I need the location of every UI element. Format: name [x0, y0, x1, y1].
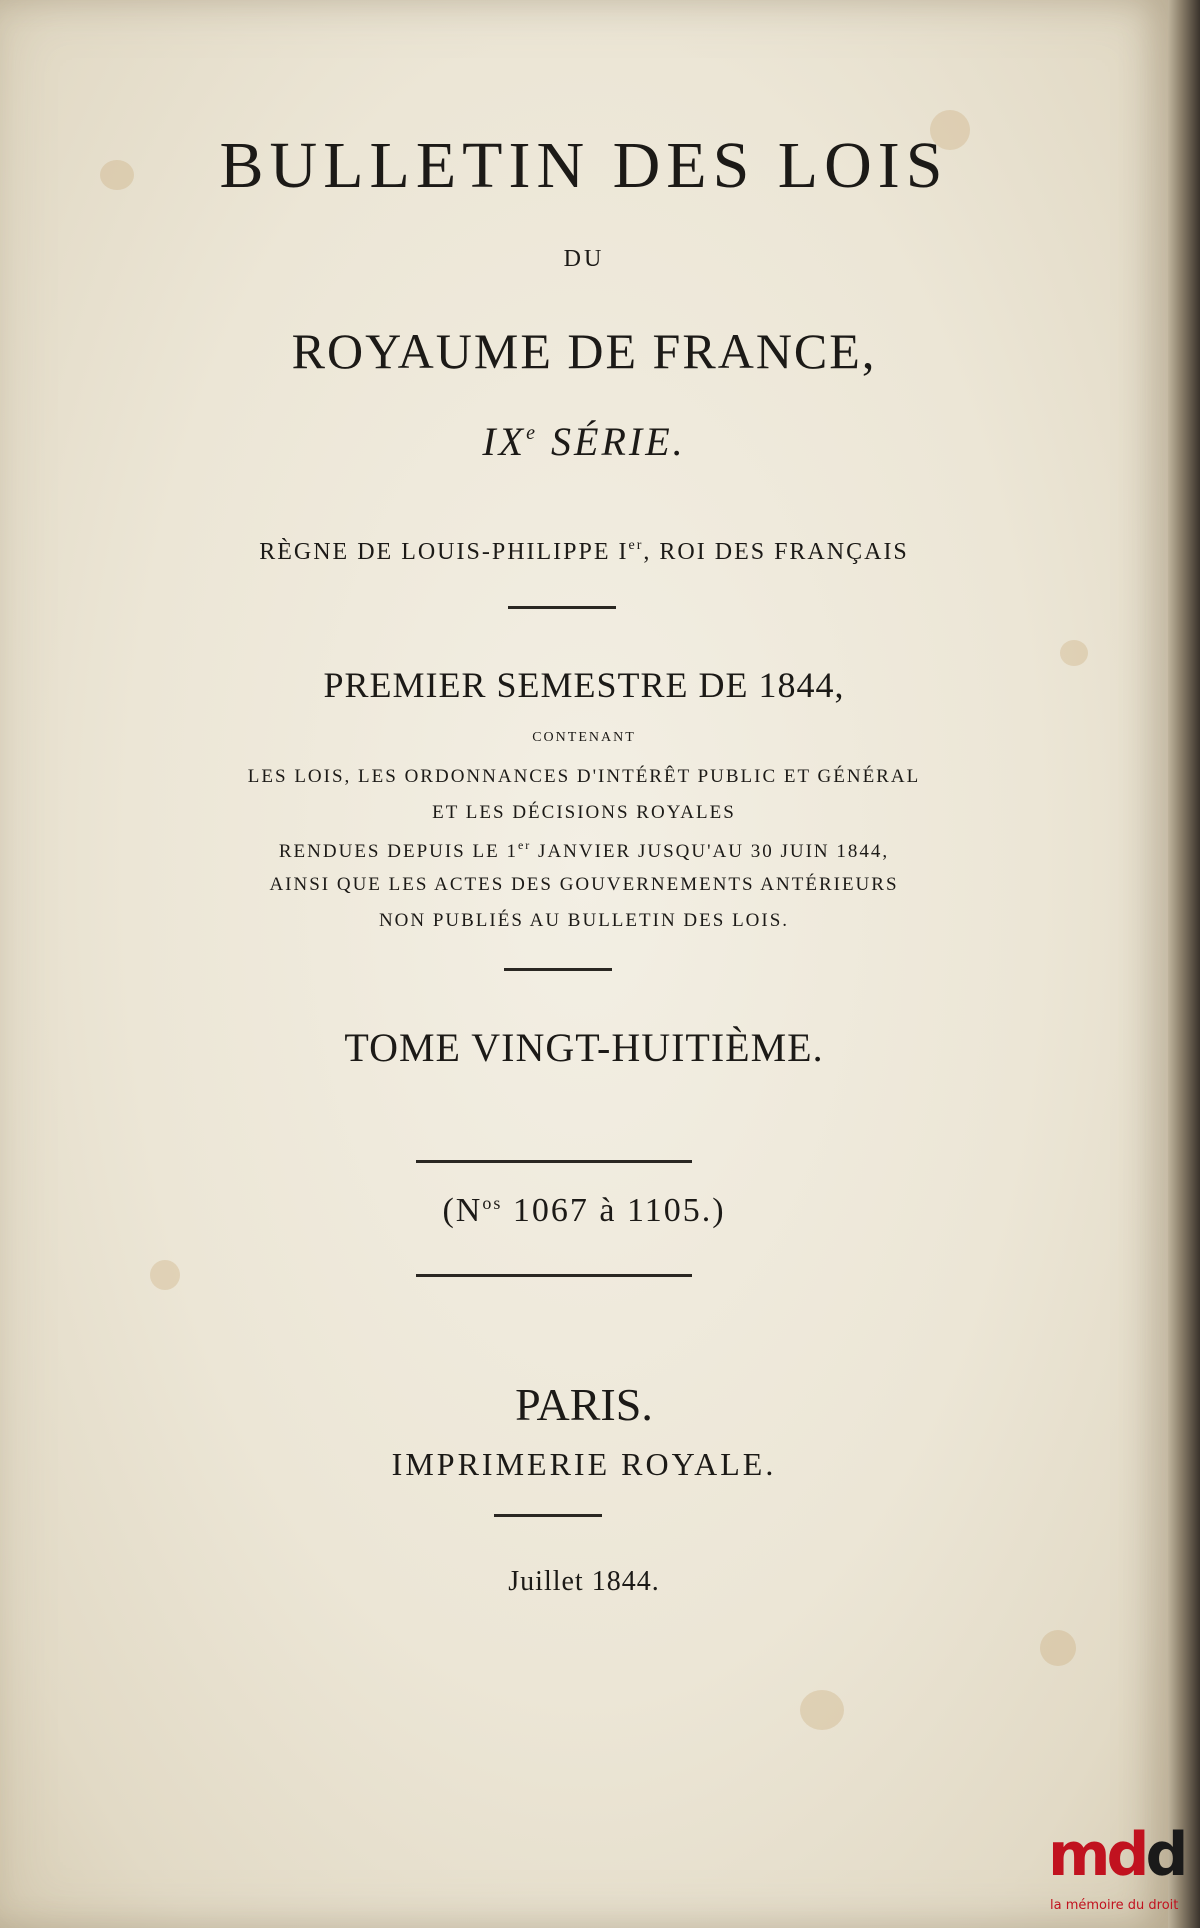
reign-line: RÈGNE DE LOUIS-PHILIPPE Ier, ROI DES FRANÇAIS — [259, 538, 909, 565]
contents-line-1: LES LOIS, LES ORDONNANCES D'INTÉRÊT PUBLIC ET GÉNÉRAL — [247, 766, 921, 787]
mdd-logo-mark: mdd — [1048, 1820, 1185, 1890]
foxing-stain — [800, 1690, 844, 1730]
divider-rule — [504, 968, 612, 971]
foxing-stain — [1040, 1630, 1076, 1666]
kingdom-title: ROYAUME DE FRANCE, — [291, 323, 877, 379]
divider-rule — [508, 606, 616, 609]
page-edge — [1168, 0, 1200, 1928]
foxing-stain — [1060, 640, 1088, 666]
divider-rule — [416, 1160, 692, 1163]
title-connector: DU — [563, 246, 605, 272]
divider-rule — [416, 1274, 692, 1277]
semester-heading: PREMIER SEMESTRE DE 1844, — [323, 665, 845, 705]
printer-name: IMPRIMERIE ROYALE. — [391, 1446, 777, 1482]
mdd-logo — [1048, 1820, 1200, 1928]
issue-numbers: ($N^{os}$ 1067 à 1105.) — [442, 1192, 726, 1229]
contents-line-5: NON PUBLIÉS AU BULLETIN DES LOIS. — [378, 910, 790, 931]
mdd-logo-tagline: la mémoire du droit — [1050, 1898, 1179, 1913]
series-label: IXe SÉRIE. — [482, 419, 686, 464]
contents-line-2: ET LES DÉCISIONS ROYALES — [432, 802, 736, 823]
bulletin-title: BULLETIN DES LOIS — [219, 129, 949, 202]
city-name: PARIS. — [515, 1379, 653, 1430]
publication-date: Juillet 1844. — [508, 1566, 660, 1597]
contents-line-4: AINSI QUE LES ACTES DES GOUVERNEMENTS ANTÉRIEURS — [269, 874, 899, 895]
divider-rule — [494, 1514, 602, 1517]
volume-title: TOME VINGT-HUITIÈME. — [344, 1025, 824, 1070]
contents-label: CONTENANT — [532, 730, 636, 745]
contents-line-3: RENDUES DEPUIS LE 1er JANVIER JUSQU'AU 30 JUIN 1844, — [278, 838, 890, 862]
foxing-stain — [150, 1260, 180, 1290]
